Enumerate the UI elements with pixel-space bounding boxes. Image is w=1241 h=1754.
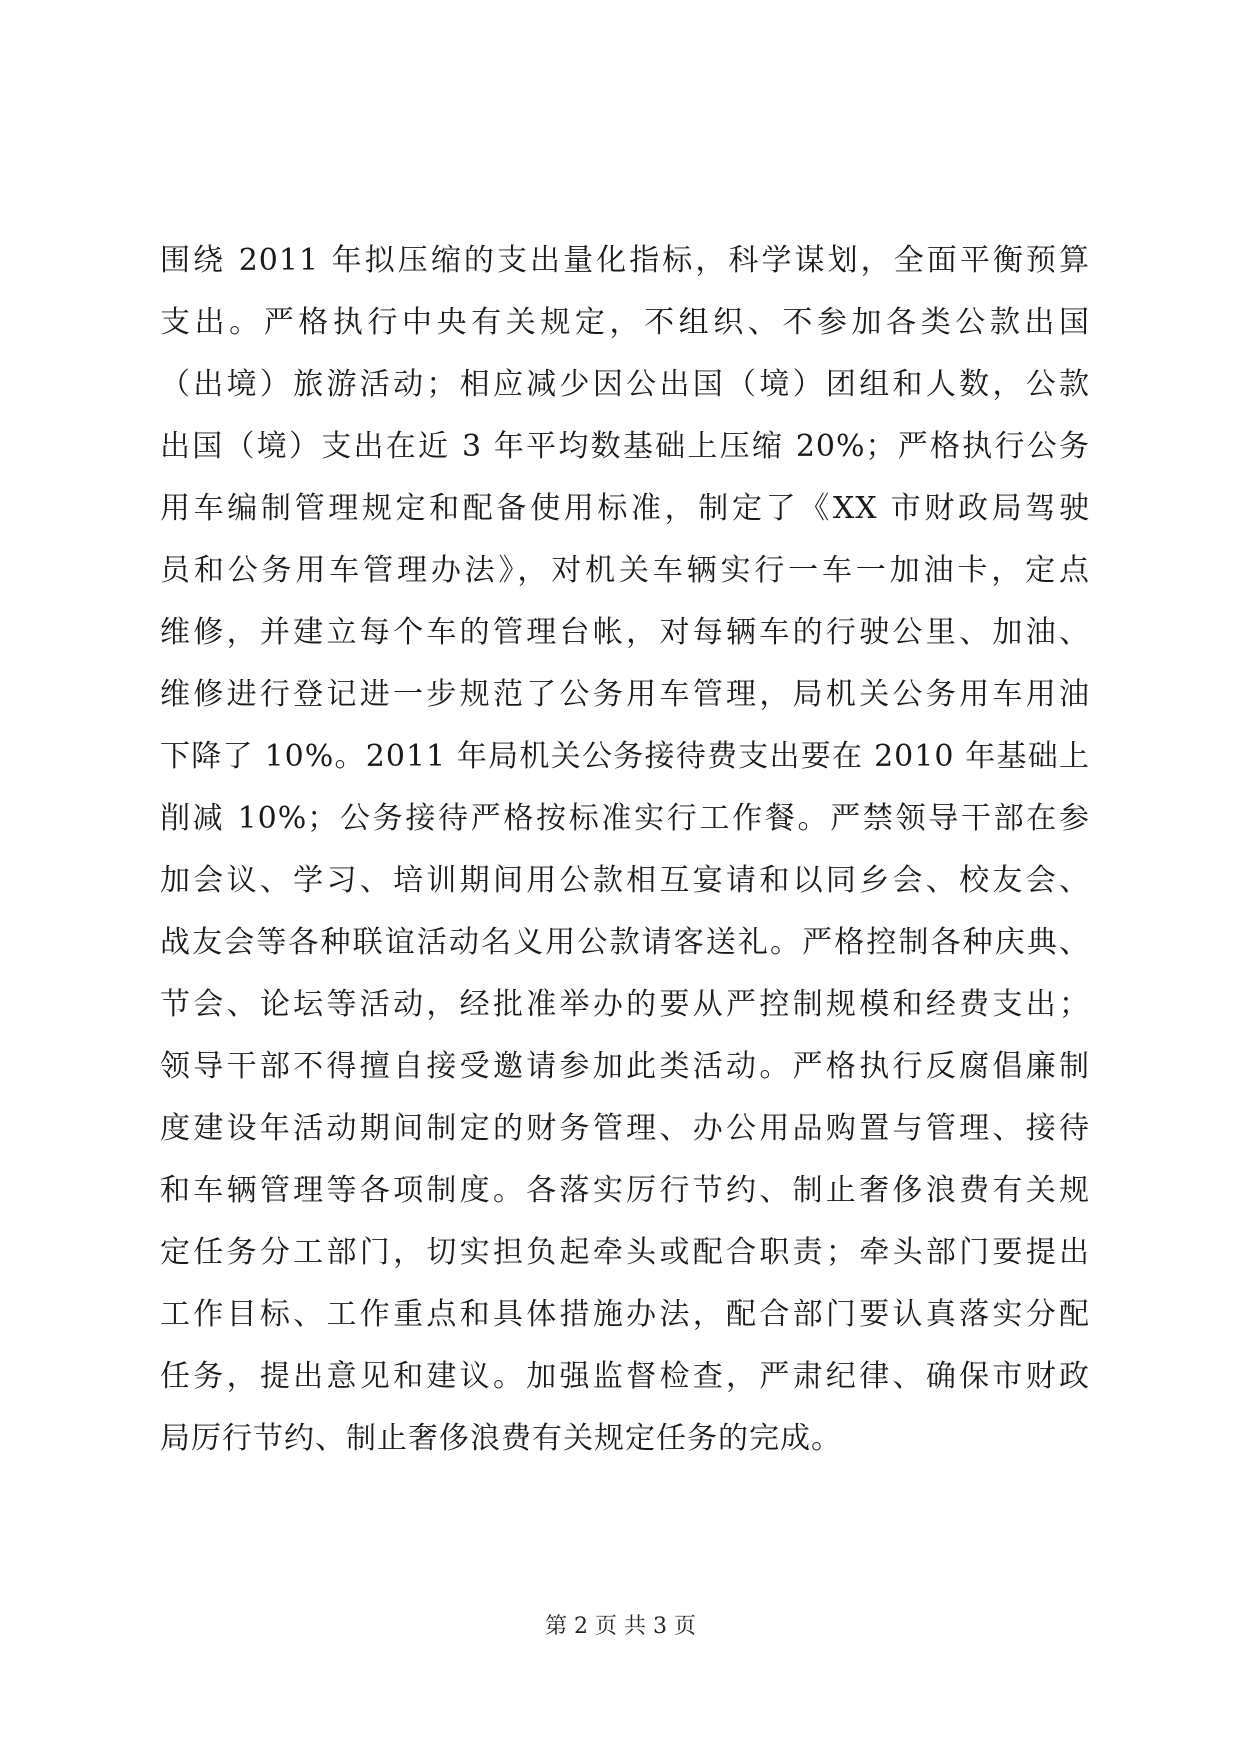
- text-line: 度建设年活动期间制定的财务管理、办公用品购置与管理、接待: [160, 1111, 1090, 1146]
- text-line: （出境）旅游活动；相应减少因公出国（境）团组和人数，公款: [160, 367, 1090, 402]
- text-line: 支出。严格执行中央有关规定，不组织、不参加各类公款出国: [160, 305, 1090, 340]
- text-line: 下降了 10%。2011 年局机关公务接待费支出要在 2010 年基础上: [160, 739, 1090, 774]
- text-line: 局厉行节约、制止奢侈浪费有关规定任务的完成。: [160, 1421, 842, 1456]
- text-line: 出国（境）支出在近 3 年平均数基础上压缩 20%；严格执行公务: [160, 429, 1090, 464]
- text-line: 领导干部不得擅自接受邀请参加此类活动。严格执行反腐倡廉制: [160, 1049, 1090, 1084]
- text-line: 维修进行登记进一步规范了公务用车管理，局机关公务用车用油: [160, 677, 1090, 712]
- text-line: 加会议、学习、培训期间用公款相互宴请和以同乡会、校友会、: [160, 863, 1090, 898]
- text-line: 定任务分工部门，切实担负起牵头或配合职责；牵头部门要提出: [160, 1235, 1090, 1270]
- text-line: 员和公务用车管理办法》，对机关车辆实行一车一加油卡，定点: [160, 553, 1090, 588]
- page-number-footer: 第 2 页 共 3 页: [545, 1614, 696, 1639]
- text-line: 用车编制管理规定和配备使用标准，制定了《XX 市财政局驾驶: [160, 491, 1090, 526]
- text-line: 节会、论坛等活动，经批准举办的要从严控制规模和经费支出；: [160, 987, 1090, 1022]
- text-line: 削减 10%；公务接待严格按标准实行工作餐。严禁领导干部在参: [160, 801, 1090, 836]
- text-line: 和车辆管理等各项制度。各落实厉行节约、制止奢侈浪费有关规: [160, 1173, 1090, 1208]
- text-line: 维修，并建立每个车的管理台帐，对每辆车的行驶公里、加油、: [160, 615, 1090, 650]
- text-line: 工作目标、工作重点和具体措施办法，配合部门要认真落实分配: [160, 1297, 1090, 1332]
- text-line: 战友会等各种联谊活动名义用公款请客送礼。严格控制各种庆典、: [160, 925, 1090, 960]
- text-line: 任务，提出意见和建议。加强监督检查，严肃纪律、确保市财政: [160, 1359, 1090, 1394]
- body-paragraph: [160, 230, 1090, 1470]
- text-line: 围绕 2011 年拟压缩的支出量化指标，科学谋划，全面平衡预算: [160, 243, 1090, 278]
